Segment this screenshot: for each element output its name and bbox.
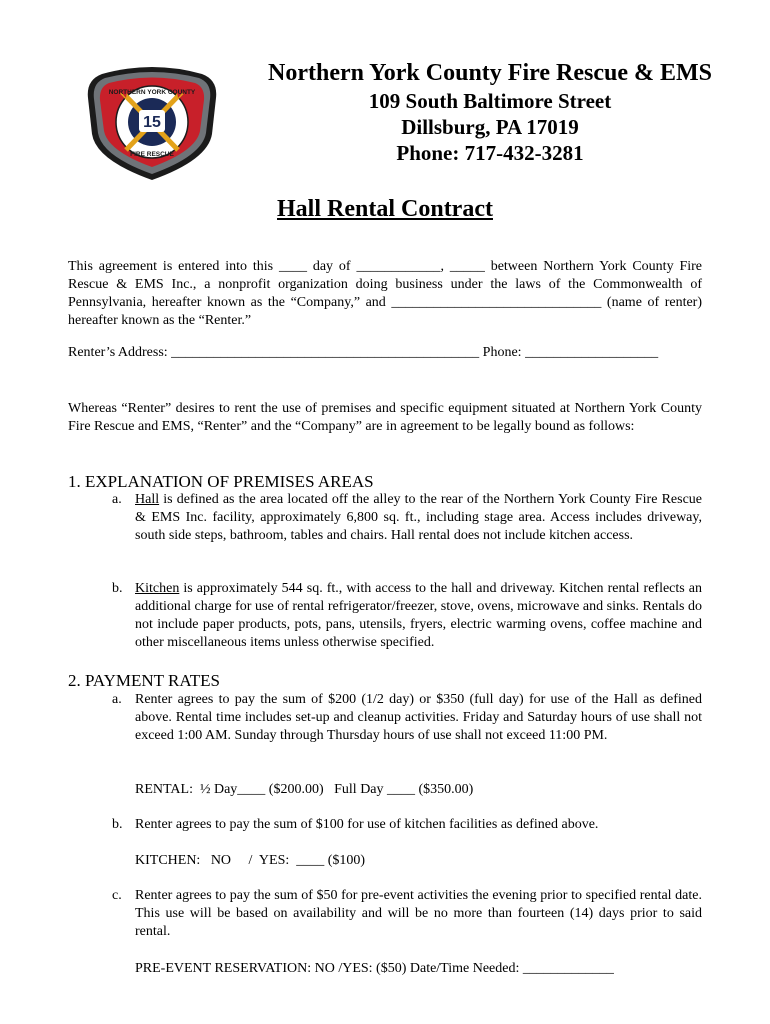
intro-paragraph: This agreement is entered into this ____ day of ____________, _____ between Northern York County Fire Rescue & EMS Inc., a nonprofit organization doing business under the laws of the Commonwealth of Pennsylvania, hereafter known as the “Company,” and ______________________________ (name of renter) hereafter known as the “Renter.” [68, 259, 702, 328]
kitchen-options-line: KITCHEN: NO / YES: ____ ($100) [135, 853, 366, 868]
whereas-paragraph: Whereas “Renter” desires to rent the use of premises and specific equipment situated at Northern York County Fire Rescue and EMS, “Renter” and the “Company” are in agreement to be legally bound as follows: [68, 401, 702, 434]
rental-options-line: RENTAL: ½ Day____ ($200.00) Full Day ____ ($350.00) [135, 782, 474, 797]
logo-bottom-text: FIRE RESCUE [130, 151, 174, 158]
item-marker: a. [112, 692, 122, 707]
payment-pre-event-text: Renter agrees to pay the sum of $50 for pre-event activities the evening prior to specified rental date. This use will be based on availability and will be no more than fourteen (14) days prior to said rental. [135, 888, 702, 939]
item-marker: c. [112, 888, 122, 903]
org-city: Dillsburg, PA 17019 [401, 115, 579, 139]
payment-hall-text: Renter agrees to pay the sum of $200 (1/2 day) or $350 (full day) for use of the Hall as defined above. Rental time includes set-up and cleanup activities. Friday and Saturday hours of use shall not exceed 1:00 AM. Sunday through Thursday hours of use shall not exceed 11:00 PM. [135, 692, 702, 743]
org-street: 109 South Baltimore Street [368, 89, 612, 113]
premises-item-kitchen [112, 580, 702, 652]
premises-item-hall [112, 491, 702, 545]
renter-address-line: Renter’s Address: ____________________________________________ Phone: ___________________ [68, 345, 659, 360]
pre-event-options-line: PRE-EVENT RESERVATION: NO /YES: ($50) Date/Time Needed: _____________ [135, 961, 614, 976]
org-phone: Phone: 717-432-3281 [396, 141, 584, 165]
document-title: Hall Rental Contract [277, 196, 493, 222]
item-marker: a. [112, 492, 122, 507]
item-marker: b. [112, 581, 123, 596]
section-payment-heading: 2. PAYMENT RATES [68, 671, 220, 690]
org-name: Northern York County Fire Rescue & EMS [268, 60, 712, 86]
payment-item-pre-event [112, 887, 702, 941]
payment-item-kitchen [112, 816, 702, 834]
term-kitchen: Kitchen [135, 581, 180, 596]
term-hall: Hall [135, 492, 160, 507]
kitchen-description: is approximately 544 sq. ft., with access to the hall and driveway. Kitchen rental reflects an additional charge for use of rental refrigerator/freezer, stove, ovens, microwave and sinks. Rentals do not include paper products, pots, pans, utensils, fryers, electric warming ovens, coffee machine and other miscellaneous items unless otherwise specified. [135, 581, 702, 650]
fire-rescue-logo [82, 64, 222, 182]
hall-description: is defined as the area located off the alley to the rear of the Northern York County Fire Rescue & EMS Inc. facility, approximately 6,800 sq. ft., including stage area. Access includes driveway, south side steps, bathroom, tables and chairs. Hall rental does not include kitchen access. [135, 492, 702, 543]
logo-number: 15 [143, 114, 161, 131]
item-text [135, 580, 702, 652]
item-marker: b. [112, 817, 123, 832]
section-premises-heading: 1. EXPLANATION OF PREMISES AREAS [68, 472, 374, 491]
payment-item-hall [112, 691, 702, 745]
organization-header [240, 58, 740, 166]
payment-kitchen-text: Renter agrees to pay the sum of $100 for use of kitchen facilities as defined above. [135, 817, 599, 832]
logo-top-text: NORTHERN YORK COUNTY [108, 89, 196, 96]
item-text [135, 491, 702, 545]
